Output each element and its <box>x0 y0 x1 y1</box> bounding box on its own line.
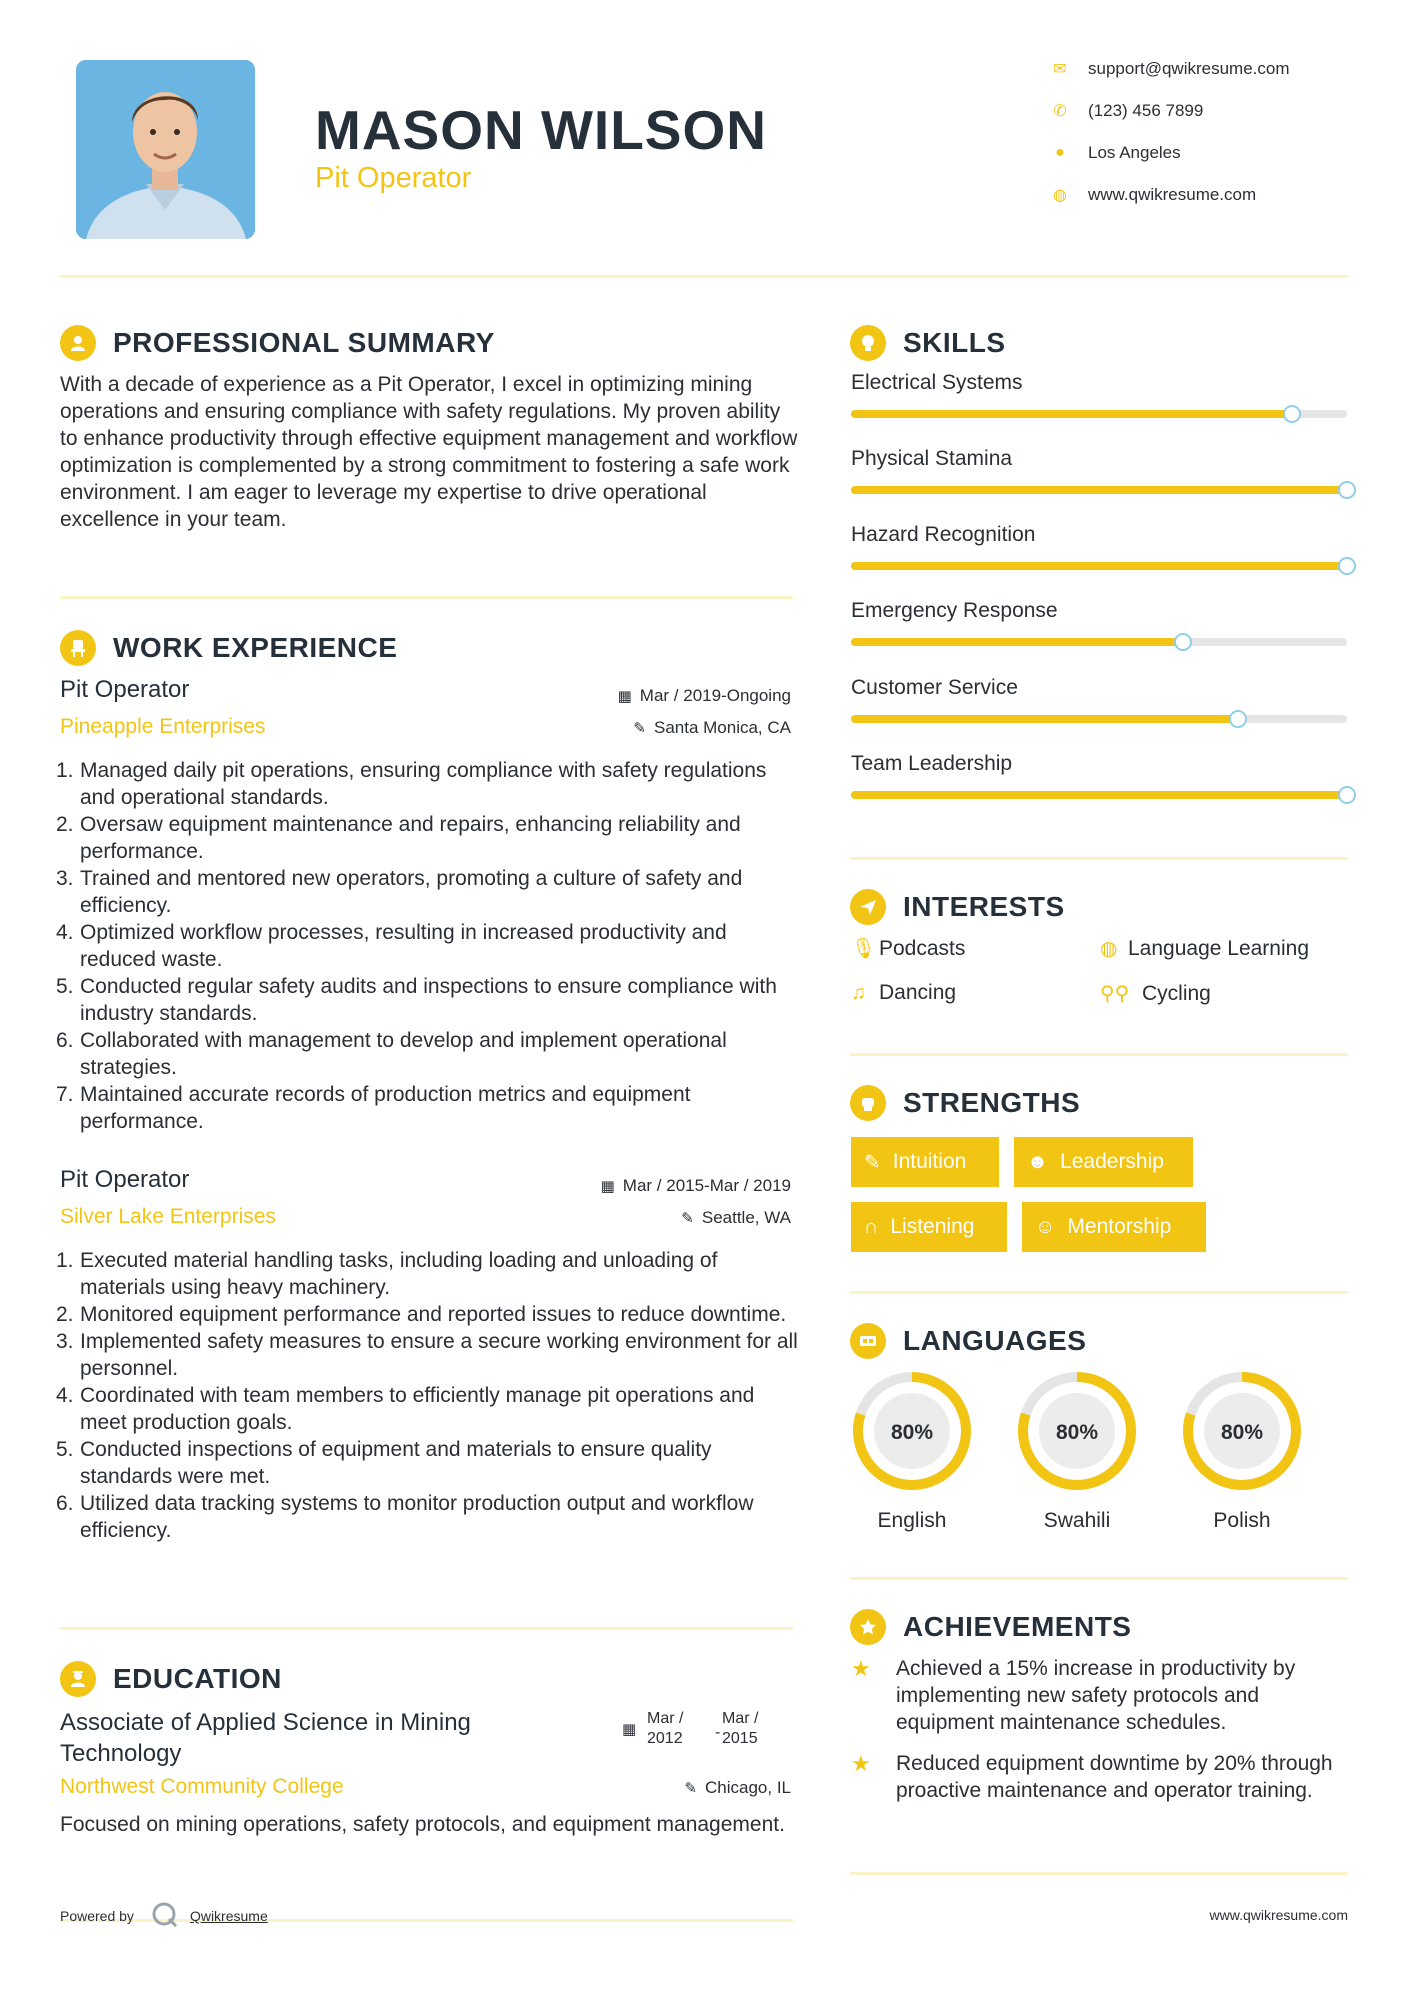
job-1-date-text: Mar / 2019-Ongoing <box>639 686 791 705</box>
achievements-heading <box>850 1609 1131 1645</box>
skill-bar-fill <box>851 562 1347 570</box>
education-date <box>620 1710 800 1750</box>
language-percent: 80% <box>1055 1421 1099 1444</box>
chair-icon <box>60 630 96 666</box>
strength-label: Leadership <box>1060 1150 1164 1173</box>
list-item: 5. Conducted inspections of equipment and materials to ensure quality standards were met. <box>56 1438 712 1488</box>
strength-chip <box>1014 1137 1193 1187</box>
list-item: 3. Trained and mentored new operators, promoting a culture of safety and efficiency. <box>56 867 743 917</box>
star-badge-icon <box>850 1609 886 1645</box>
interest-label: Language Learning <box>1128 936 1310 960</box>
list-item: 1. Managed daily pit operations, ensuring compliance with safety regulations and operational standards. <box>56 759 767 809</box>
languages-divider <box>850 1577 1348 1580</box>
achievement-text: Achieved a 15% increase in productivity by implementing new safety protocols and equipment maintenance schedules. <box>896 1657 1296 1734</box>
education-start-month: Mar / <box>647 1710 684 1727</box>
envelope-icon: ✉ <box>1053 61 1067 78</box>
strength-chip <box>851 1202 1007 1252</box>
job-1-location-text: Santa Monica, CA <box>653 718 791 737</box>
education-location <box>560 1778 791 1798</box>
contact-email-text: support@qwikresume.com <box>1088 59 1290 78</box>
globe-icon: ◍ <box>1100 938 1118 960</box>
contact-location-text: Los Angeles <box>1088 143 1181 162</box>
language-item <box>1181 1370 1303 1533</box>
user-plus-icon: ☺ <box>1035 1215 1056 1238</box>
contact-location <box>1050 138 1181 168</box>
skills-divider <box>850 857 1348 860</box>
interest-label: Cycling <box>1142 981 1211 1005</box>
strength-chip <box>1022 1202 1206 1252</box>
skill-bar-fill <box>851 486 1347 494</box>
users-icon: ☻ <box>1027 1150 1049 1173</box>
job-2-title: Pit Operator <box>60 1166 190 1193</box>
education-degree: Associate of Applied Science in Mining Technology <box>60 1709 471 1767</box>
interest-label: Podcasts <box>879 936 966 960</box>
skill-item <box>851 599 1347 646</box>
strengths-divider <box>850 1291 1348 1294</box>
strengths-title: STRENGTHS <box>903 1087 1081 1118</box>
skill-name: Electrical Systems <box>851 371 1023 394</box>
header-divider <box>60 275 1348 278</box>
interest-item <box>851 981 956 1005</box>
magic-wand-icon: ✎ <box>864 1151 881 1174</box>
education-date-sep: - <box>715 1724 721 1741</box>
list-item: 6. Utilized data tracking systems to monitor production output and workflow efficiency. <box>56 1492 754 1542</box>
star-icon: ★ <box>851 1751 871 1776</box>
list-item: 2. Oversaw equipment maintenance and repairs, enhancing reliability and performance. <box>56 813 741 863</box>
calendar-icon: ▦ <box>622 1721 637 1738</box>
interests-title: INTERESTS <box>903 891 1065 922</box>
bicycle-icon: ⚲⚲ <box>1100 983 1130 1005</box>
music-note-icon: ♫ <box>851 981 866 1004</box>
qwikresume-logo-icon <box>150 1900 180 1933</box>
summary-title: PROFESSIONAL SUMMARY <box>113 327 495 358</box>
education-end-month: Mar / <box>722 1710 759 1727</box>
skill-item <box>851 676 1347 723</box>
calendar-icon: ▦ <box>600 1178 615 1195</box>
list-item: 4. Coordinated with team members to efficiently manage pit operations and meet production goals. <box>56 1384 755 1434</box>
strengths-heading <box>850 1085 1080 1121</box>
list-item: 4. Optimized workflow processes, resulting in increased productivity and reduced waste. <box>56 921 727 971</box>
strength-label: Listening <box>890 1215 975 1238</box>
map-pin-icon: ● <box>1055 144 1065 161</box>
interest-item <box>1100 936 1309 961</box>
skill-bar-fill <box>851 410 1292 418</box>
language-icon <box>850 1323 886 1359</box>
strength-label: Intuition <box>892 1150 967 1173</box>
language-ring <box>1181 1370 1303 1492</box>
job-1-location <box>560 718 791 738</box>
skill-name: Customer Service <box>851 676 1018 699</box>
headphones-icon: ∩ <box>864 1215 879 1238</box>
skill-bar <box>851 562 1347 570</box>
job-1-title: Pit Operator <box>60 676 190 703</box>
education-text: Focused on mining operations, safety protocols, and equipment management. <box>60 1813 785 1836</box>
powered-by-label: Powered by <box>60 1908 134 1924</box>
interest-item <box>851 936 965 961</box>
list-item: 3. Implemented safety measures to ensure a secure working environment for all personnel. <box>56 1330 798 1380</box>
skill-bar-knob[interactable] <box>1338 481 1356 499</box>
raised-fist-icon <box>850 1085 886 1121</box>
skill-item <box>851 752 1347 799</box>
strength-chip <box>851 1137 999 1187</box>
skill-bar-knob[interactable] <box>1229 710 1247 728</box>
skill-bar <box>851 486 1347 494</box>
language-percent: 80% <box>1220 1421 1264 1444</box>
skills-heading <box>850 325 1006 361</box>
skill-bar-knob[interactable] <box>1174 633 1192 651</box>
skill-bar-fill <box>851 715 1238 723</box>
achievements-divider <box>850 1872 1348 1875</box>
summary-text: With a decade of experience as a Pit Operator, I excel in optimizing mining operations and ensuring compliance with safety regulations. My proven ability to enhance productivity through effective equipment management and workflow optimization is complemented by a strong commitment to fostering a safe work environment. I am eager to leverage my expertise to drive operational excellence in your team. <box>60 373 798 531</box>
user-icon <box>60 325 96 361</box>
skill-item <box>851 523 1347 570</box>
pushpin-icon: ✎ <box>681 1210 694 1227</box>
globe-icon: ◍ <box>1053 187 1067 204</box>
education-school: Northwest Community College <box>60 1775 344 1798</box>
graduate-icon <box>60 1661 96 1697</box>
language-name: Polish <box>1213 1509 1271 1532</box>
paper-plane-icon <box>850 889 886 925</box>
skill-name: Team Leadership <box>851 752 1013 775</box>
achievement-item <box>851 1750 1348 1804</box>
contact-phone-text: (123) 456 7899 <box>1088 101 1204 120</box>
contact-email[interactable] <box>1050 54 1290 84</box>
skill-name: Physical Stamina <box>851 447 1013 470</box>
skill-item <box>851 371 1347 418</box>
language-item <box>1016 1370 1138 1533</box>
job-2-company: Silver Lake Enterprises <box>60 1205 276 1228</box>
education-location-text: Chicago, IL <box>705 1778 791 1797</box>
interests-divider <box>850 1053 1348 1056</box>
job-2-date-text: Mar / 2015-Mar / 2019 <box>622 1176 791 1195</box>
experience-title: WORK EXPERIENCE <box>113 632 398 663</box>
pushpin-icon: ✎ <box>684 1780 697 1797</box>
skill-bar <box>851 791 1347 799</box>
candidate-role: Pit Operator <box>315 162 472 194</box>
job-2-location-text: Seattle, WA <box>701 1208 791 1227</box>
summary-heading <box>60 325 495 361</box>
education-end-year: 2015 <box>722 1730 758 1747</box>
language-percent: 80% <box>890 1421 934 1444</box>
footer-website[interactable]: www.qwikresume.com <box>1209 1907 1348 1923</box>
job-2-date <box>540 1176 791 1196</box>
skill-name: Hazard Recognition <box>851 523 1036 546</box>
experience-heading <box>60 630 397 666</box>
list-item: 2. Monitored equipment performance and reported issues to reduce downtime. <box>56 1303 787 1326</box>
achievements-title: ACHIEVEMENTS <box>903 1611 1132 1642</box>
footer-powered-by <box>60 1899 268 1933</box>
list-item: 6. Collaborated with management to develop and implement operational strategies. <box>56 1029 727 1079</box>
summary-divider <box>60 596 793 599</box>
skills-title: SKILLS <box>903 327 1006 358</box>
languages-title: LANGUAGES <box>903 1325 1087 1356</box>
skill-bar <box>851 715 1347 723</box>
job-1-date <box>560 686 791 706</box>
achievement-item <box>851 1655 1348 1736</box>
experience-divider <box>60 1627 793 1630</box>
language-name: Swahili <box>1043 1509 1111 1532</box>
interest-item <box>1100 981 1211 1006</box>
qwikresume-link[interactable]: Qwikresume <box>189 1908 268 1924</box>
lightbulb-icon <box>850 325 886 361</box>
language-name: English <box>877 1509 947 1532</box>
phone-icon: ✆ <box>1053 103 1067 120</box>
candidate-name: MASON WILSON <box>315 99 767 161</box>
contact-phone[interactable] <box>1050 96 1203 126</box>
job-1-duties <box>56 757 800 1135</box>
list-item: 1. Executed material handling tasks, including loading and unloading of materials using heavy machinery. <box>56 1249 718 1299</box>
strength-label: Mentorship <box>1067 1215 1172 1238</box>
education-heading <box>60 1661 282 1697</box>
contact-website[interactable] <box>1050 180 1256 210</box>
skill-bar-fill <box>851 638 1183 646</box>
job-2-location <box>560 1208 791 1228</box>
list-item: 5. Conducted regular safety audits and inspections to ensure compliance with industry standards. <box>56 975 777 1025</box>
skill-name: Emergency Response <box>851 599 1058 622</box>
language-ring <box>851 1370 973 1492</box>
contact-website-text: www.qwikresume.com <box>1088 185 1257 204</box>
list-item: 7. Maintained accurate records of production metrics and equipment performance. <box>56 1083 691 1133</box>
language-ring <box>1016 1370 1138 1492</box>
language-item <box>851 1370 973 1533</box>
microphone-icon: 🎙 <box>851 938 877 960</box>
skill-item <box>851 447 1347 494</box>
skill-bar <box>851 638 1347 646</box>
skill-bar-knob[interactable] <box>1338 786 1356 804</box>
skill-bar-knob[interactable] <box>1283 405 1301 423</box>
calendar-icon: ▦ <box>617 688 632 705</box>
achievement-text: Reduced equipment downtime by 20% through proactive maintenance and operator training. <box>896 1752 1333 1802</box>
skill-bar-fill <box>851 791 1347 799</box>
interests-heading <box>850 889 1065 925</box>
job-2-duties <box>56 1247 800 1544</box>
job-1-company: Pineapple Enterprises <box>60 715 266 738</box>
profile-photo <box>76 60 255 239</box>
star-icon: ★ <box>851 1656 871 1681</box>
languages-heading <box>850 1323 1086 1359</box>
interest-label: Dancing <box>879 981 957 1004</box>
education-start-year: 2012 <box>647 1730 683 1747</box>
pushpin-icon: ✎ <box>633 720 646 737</box>
skill-bar <box>851 410 1347 418</box>
education-title: EDUCATION <box>113 1663 282 1694</box>
skill-bar-knob[interactable] <box>1338 557 1356 575</box>
